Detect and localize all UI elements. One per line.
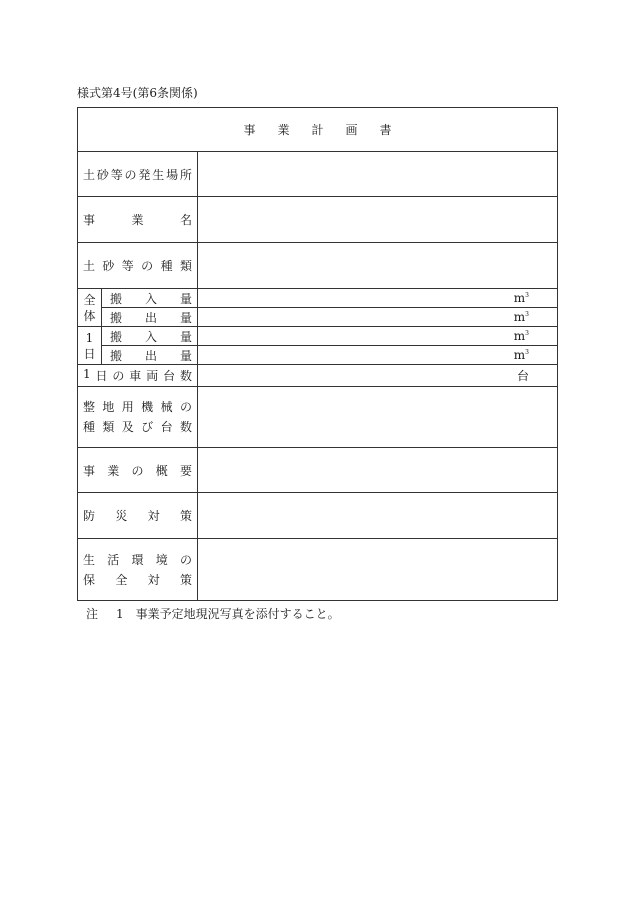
label-char: 名: [179, 213, 192, 227]
note-number: 1: [116, 607, 124, 621]
label-char: 数: [179, 369, 192, 383]
label-char: 災: [115, 509, 128, 523]
label-char: 環: [131, 552, 144, 567]
label-char: 数: [179, 420, 192, 434]
label-char: 対: [147, 572, 160, 587]
input-soil-origin[interactable]: [198, 152, 558, 197]
label-soil-type: [78, 243, 198, 289]
note-prefix: 注: [86, 607, 99, 621]
label-char: び: [141, 420, 154, 434]
label-char: 発: [138, 167, 151, 182]
label-char: の: [124, 167, 137, 182]
label-environment-conservation: [78, 539, 198, 601]
input-daily-vehicles[interactable]: 台: [198, 365, 558, 387]
label-char: 入: [144, 291, 157, 306]
note-text: 事業予定地現況写真を添付すること。: [135, 607, 340, 621]
label-char: 事: [83, 463, 96, 478]
input-daily-outflow[interactable]: $m^3$: [198, 346, 558, 365]
label-char: 入: [144, 329, 157, 344]
label-char: 業: [107, 463, 120, 478]
label-char: 量: [179, 291, 192, 306]
input-total-inflow[interactable]: $m^3$: [198, 289, 558, 308]
label-char: 生: [83, 552, 96, 567]
label-char: 場: [166, 167, 179, 182]
label-char: 用: [121, 400, 134, 414]
input-business-name[interactable]: [198, 197, 558, 243]
label-char: 出: [144, 348, 157, 363]
label-char: の: [141, 259, 154, 273]
label-char: 搬: [110, 310, 123, 325]
label-daily-inflow: [102, 327, 198, 346]
label-total-outflow: [102, 308, 198, 327]
label-char: 策: [179, 509, 192, 523]
label-char: 搬: [110, 291, 123, 306]
label-char: 搬: [110, 329, 123, 344]
label-char: 1: [83, 367, 91, 381]
label-char: 等: [110, 167, 123, 182]
label-char: 生: [152, 167, 165, 182]
footnote: [86, 605, 340, 622]
label-char: 種: [83, 420, 96, 434]
input-daily-inflow[interactable]: $m^3$: [198, 327, 558, 346]
label-soil-origin: [78, 152, 198, 197]
label-daily: 1 日: [78, 327, 102, 365]
input-machinery[interactable]: [198, 387, 558, 448]
label-char: 量: [179, 348, 192, 363]
label-char: 出: [144, 310, 157, 325]
label-char: 砂: [102, 259, 115, 273]
input-environment-conservation[interactable]: [198, 539, 558, 601]
input-disaster-prevention[interactable]: [198, 493, 558, 539]
business-plan-table: [77, 107, 558, 601]
label-business-overview: [78, 448, 198, 493]
input-soil-type[interactable]: [198, 243, 558, 289]
label-char: 量: [179, 329, 192, 344]
input-business-overview[interactable]: [198, 448, 558, 493]
label-disaster-prevention: [78, 493, 198, 539]
label-char: の: [112, 369, 125, 383]
input-total-outflow[interactable]: $m^3$: [198, 308, 558, 327]
label-char: 等: [121, 259, 134, 273]
label-char: 土: [83, 259, 96, 273]
label-char: 土: [83, 167, 96, 182]
document-title: [78, 108, 558, 152]
label-char: 境: [155, 552, 168, 567]
label-char: 日: [95, 369, 108, 383]
label-char: 要: [179, 463, 192, 478]
label-char: 両: [146, 369, 159, 383]
form-number-label: 様式第4号(第6条関係): [77, 86, 198, 100]
label-char: の: [131, 463, 144, 478]
label-char: 策: [179, 572, 192, 587]
label-char: 所: [179, 167, 192, 182]
label-char: 量: [179, 310, 192, 325]
label-daily-vehicles: [78, 365, 198, 387]
label-char: 防: [83, 509, 96, 523]
label-char: 台: [160, 420, 173, 434]
label-daily-outflow: [102, 346, 198, 365]
label-char: 地: [102, 400, 115, 414]
label-char: 類: [102, 420, 115, 434]
label-char: 整: [83, 400, 96, 414]
label-char: 種: [160, 259, 173, 273]
label-char: 活: [107, 552, 120, 567]
label-total: 全 体: [78, 289, 102, 327]
label-char: 械: [160, 400, 173, 414]
label-business-name: [78, 197, 198, 243]
label-char: 搬: [110, 348, 123, 363]
label-char: の: [179, 552, 192, 567]
label-char: 機: [141, 400, 154, 414]
label-char: 全: [115, 572, 128, 587]
label-char: 対: [147, 509, 160, 523]
label-char: 砂: [96, 167, 109, 182]
label-char: 保: [83, 572, 96, 587]
label-char: 台: [163, 369, 176, 383]
label-char: 概: [155, 463, 168, 478]
label-machinery: [78, 387, 198, 448]
label-char: 及: [121, 420, 134, 434]
label-char: 類: [179, 259, 192, 273]
label-char: 業: [131, 213, 144, 227]
label-total-inflow: [102, 289, 198, 308]
label-char: の: [179, 400, 192, 414]
label-char: 車: [129, 369, 142, 383]
label-char: 事: [83, 213, 96, 227]
title-text: 事業計画書: [243, 123, 414, 137]
